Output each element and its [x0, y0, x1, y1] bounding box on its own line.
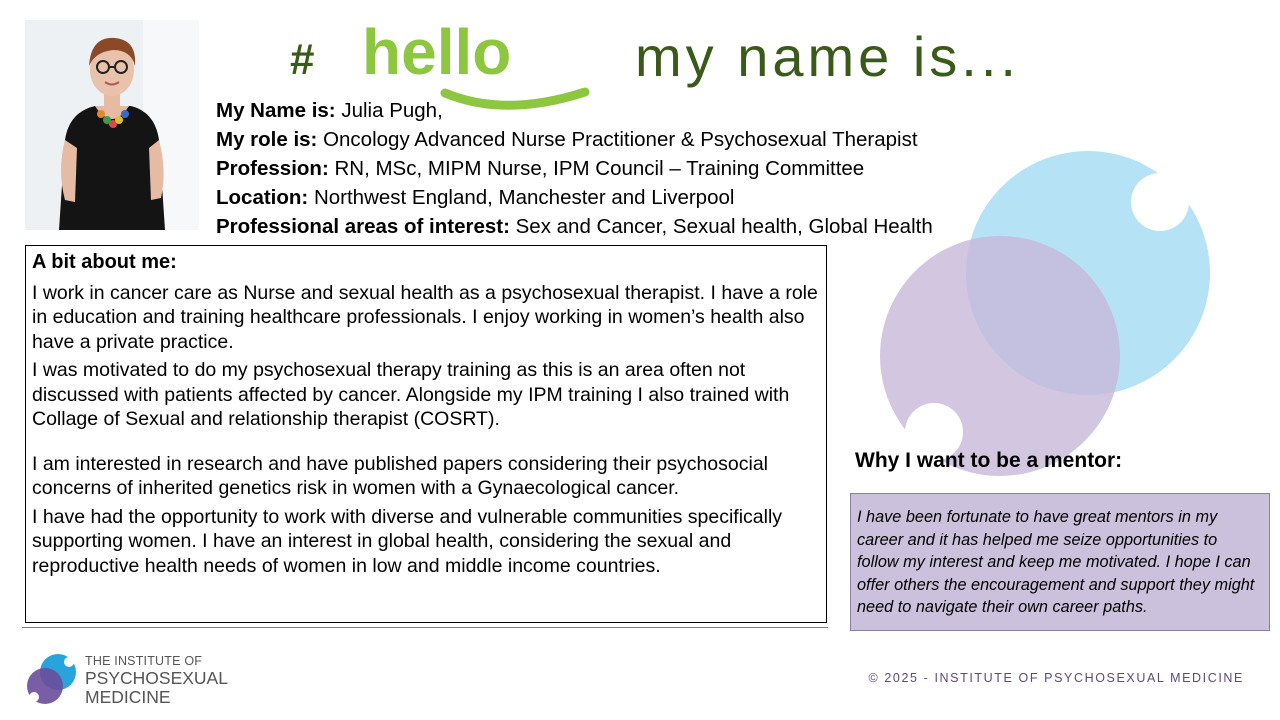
location-label: Location:: [216, 186, 309, 209]
name-value: Julia Pugh,: [335, 99, 443, 122]
mentor-text: I have been fortunate to have great mentors in my career and it has helped me seize opportunities to follow my interest and keep me motivated. I hope I can offer others the encouragement and support they might need to navigate their own career paths.: [857, 508, 1255, 616]
banner-hello: hello: [362, 18, 512, 88]
interests-label: Professional areas of interest:: [216, 215, 510, 238]
logo-text: [85, 654, 228, 707]
profession-value: RN, MSc, MIPM Nurse, IPM Council – Training Committee: [328, 157, 865, 180]
about-paragraph: I work in cancer care as Nurse and sexual health as a psychosexual therapist. I have a role in education and training healthcare professionals. I enjoy working in women’s health also have a private practice.: [32, 281, 818, 353]
mentor-title: Why I want to be a mentor:: [855, 449, 1123, 472]
name-row: [216, 96, 933, 125]
logo-line-1: THE INSTITUTE OF: [85, 654, 203, 668]
about-paragraph: I am interested in research and have published papers considering their psychosocial concerns of inherited genetics risk in women with a Gynaecological cancer.: [32, 452, 769, 499]
interests-value: Sex and Cancer, Sexual health, Global Health: [509, 215, 933, 238]
footer-divider: [22, 627, 828, 628]
logo-line-2: PSYCHOSEXUAL: [85, 668, 228, 688]
ipm-logo-icon: [25, 652, 79, 706]
profession-label: Profession:: [216, 157, 329, 180]
interests-row: [216, 212, 933, 241]
about-me-box: [25, 245, 827, 623]
profile-details: [216, 96, 933, 241]
banner-my-name-is: my name is...: [635, 25, 1020, 88]
about-paragraph: I have had the opportunity to work with diverse and vulnerable communities specifically supporting women. I have an interest in global health, considering the sexual and reproductive health needs of women in low and middle income countries.: [32, 505, 783, 577]
banner-hash: #: [290, 35, 315, 84]
copyright-text: © 2025 - INSTITUTE OF PSYCHOSEXUAL MEDICINE: [868, 671, 1244, 685]
location-row: [216, 183, 933, 212]
role-label: My role is:: [216, 128, 318, 151]
profile-photo: [25, 20, 199, 230]
portrait-illustration: [25, 20, 199, 230]
location-value: Northwest England, Manchester and Liverpool: [308, 186, 735, 209]
about-paragraph: I was motivated to do my psychosexual therapy training as this is an area often not discussed with patients affected by cancer. Alongside my IPM training I also trained with Collage of Sexual and relationship therapist (COSRT).: [32, 359, 790, 430]
blue-circle-cutout: [1131, 173, 1189, 231]
decorative-circles: [880, 150, 1220, 490]
mentor-box: [850, 493, 1270, 631]
about-title: A bit about me:: [32, 251, 177, 273]
logo-line-3: MEDICINE: [85, 687, 171, 707]
role-value: Oncology Advanced Nurse Practitioner & Psychosexual Therapist: [317, 128, 918, 151]
ipm-logo: [25, 650, 228, 707]
profession-row: [216, 154, 933, 183]
role-row: [216, 125, 933, 154]
name-label: My Name is:: [216, 99, 336, 122]
